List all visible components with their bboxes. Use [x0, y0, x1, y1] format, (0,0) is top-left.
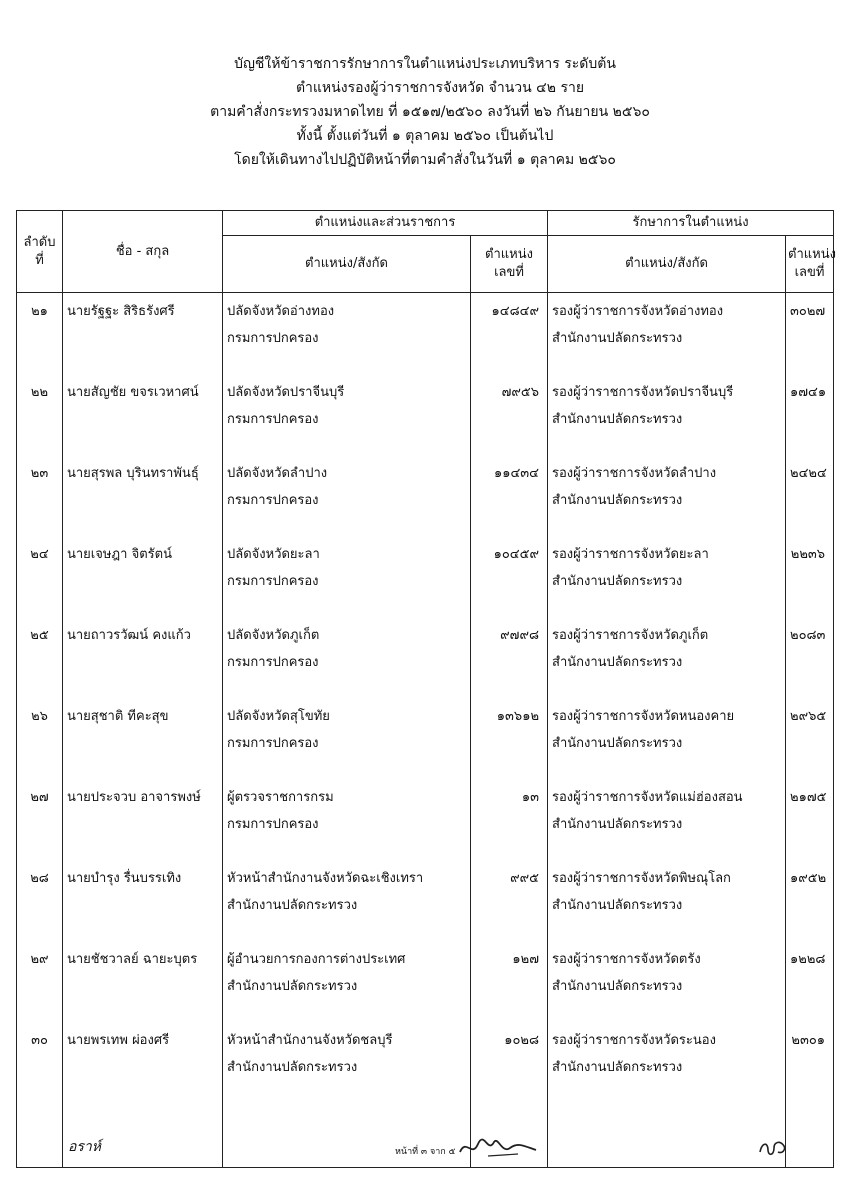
- row-name: นายสุชาติ ทีคะสุข: [63, 698, 223, 779]
- col-group-current: ตำแหน่งและส่วนราชการ: [223, 211, 548, 236]
- row-current-number: ๑๑๔๓๔: [471, 455, 548, 536]
- row-name: นายพรเทพ ผ่องศรี: [63, 1022, 223, 1168]
- row-no: ๒๑: [17, 293, 63, 374]
- row-acting-number: ๒๐๘๓: [786, 617, 834, 698]
- row-current-number: ๑๒๗: [471, 941, 548, 1022]
- row-current-position: [223, 293, 471, 374]
- col-header-acting-position: ตำแหน่ง/สังกัด: [548, 236, 786, 293]
- row-name: นายถาวรวัฒน์ คงแก้ว: [63, 617, 223, 698]
- current-position-title: ปลัดจังหวัดอ่างทอง: [227, 304, 335, 319]
- row-name: นายชัชวาลย์ ฉายะบุตร: [63, 941, 223, 1022]
- row-acting-position: [548, 293, 786, 374]
- row-no: ๒๘: [17, 860, 63, 941]
- row-current-number: ๙๙๕: [471, 860, 548, 941]
- col-group-acting: รักษาการในตำแหน่ง: [548, 211, 834, 236]
- current-position-title: หัวหน้าสำนักงานจังหวัดฉะเชิงเทรา: [227, 870, 424, 886]
- row-name: นายรัฐฐะ สิริธรังศรี: [63, 293, 223, 374]
- current-position-title: ปลัดจังหวัดยะลา: [227, 546, 320, 562]
- row-acting-number: ๒๒๓๖: [786, 536, 834, 617]
- acting-position-org: สำนักงานปลัดกระทรวง: [552, 897, 683, 913]
- row-current-position: [223, 698, 471, 779]
- table-row: [17, 698, 834, 779]
- row-name: นายสัญชัย ขจรเวหาศน์: [63, 374, 223, 455]
- col-header-current-position: ตำแหน่ง/สังกัด: [223, 236, 471, 293]
- current-position-org: สำนักงานปลัดกระทรวง: [227, 978, 358, 994]
- table-row: [17, 860, 834, 941]
- current-position-title: หัวหน้าสำนักงานจังหวัดชลบุรี: [227, 1032, 393, 1048]
- row-current-number: ๗๙๕๖: [471, 374, 548, 455]
- col-header-no: ลำดับ ที่: [17, 211, 63, 293]
- row-acting-position: [548, 455, 786, 536]
- row-name: นายสุรพล บุรินทราพันธุ์: [63, 455, 223, 536]
- current-position-title: ปลัดจังหวัดปราจีนบุรี: [227, 384, 345, 400]
- row-current-position: [223, 860, 471, 941]
- acting-position-title: รองผู้ว่าราชการจังหวัดแม่ฮ่องสอน: [552, 789, 743, 805]
- current-position-org: กรมการปกครอง: [227, 492, 319, 508]
- row-name: นายเจษฎา จิตรัตน์: [63, 536, 223, 617]
- roster-body: [17, 293, 834, 1168]
- roster-table: [16, 210, 834, 1168]
- row-no: ๒๓: [17, 455, 63, 536]
- current-position-org: สำนักงานปลัดกระทรวง: [227, 897, 358, 913]
- row-acting-number: ๒๔๒๔: [786, 455, 834, 536]
- acting-position-org: สำนักงานปลัดกระทรวง: [552, 1059, 683, 1075]
- acting-position-org: สำนักงานปลัดกระทรวง: [552, 331, 683, 346]
- table-row: [17, 941, 834, 1022]
- col-header-acting-number: ตำแหน่ง เลขที่: [786, 236, 834, 293]
- acting-position-title: รองผู้ว่าราชการจังหวัดหนองคาย: [552, 708, 735, 724]
- row-acting-position: [548, 860, 786, 941]
- current-position-title: ปลัดจังหวัดลำปาง: [227, 465, 328, 481]
- current-position-org: กรมการปกครอง: [227, 735, 319, 751]
- acting-position-org: สำนักงานปลัดกระทรวง: [552, 573, 683, 589]
- row-no: ๒๒: [17, 374, 63, 455]
- page-number: หน้าที่ ๓ จาก ๕: [395, 1147, 456, 1157]
- row-acting-position: [548, 374, 786, 455]
- acting-position-title: รองผู้ว่าราชการจังหวัดพิษณุโลก: [552, 870, 731, 886]
- header-line-position: ตำแหน่งรองผู้ว่าราชการจังหวัด จำนวน ๔๒ ราย: [295, 80, 585, 96]
- acting-position-org: สำนักงานปลัดกระทรวง: [552, 978, 683, 994]
- acting-position-title: รองผู้ว่าราชการจังหวัดปราจีนบุรี: [552, 384, 734, 400]
- row-current-number: ๑๔๘๔๙: [471, 293, 548, 374]
- row-name: นายประจวบ อาจารพงษ์: [63, 779, 223, 860]
- row-acting-number: ๑๗๔๑: [786, 374, 834, 455]
- acting-position-org: สำนักงานปลัดกระทรวง: [552, 411, 683, 427]
- row-name: นายบำรุง รื่นบรรเทิง: [63, 860, 223, 941]
- row-current-position: [223, 617, 471, 698]
- current-position-title: ผู้อำนวยการกองการต่างประเทศ: [227, 951, 406, 967]
- table-row: [17, 455, 834, 536]
- row-acting-position: [548, 536, 786, 617]
- col-header-name: ชื่อ - สกุล: [63, 211, 223, 293]
- acting-position-title: รองผู้ว่าราชการจังหวัดลำปาง: [552, 465, 717, 481]
- row-acting-number: ๑๒๒๘: [786, 941, 834, 1022]
- current-position-title: ปลัดจังหวัดภูเก็ต: [227, 627, 320, 643]
- initials-mark-right: [758, 1136, 788, 1160]
- row-no: ๒๔: [17, 536, 63, 617]
- table-row: [17, 617, 834, 698]
- row-current-number: ๑๐๒๘: [471, 1022, 548, 1168]
- page-footer: [0, 1130, 850, 1170]
- current-position-org: สำนักงานปลัดกระทรวง: [227, 1059, 358, 1075]
- row-acting-number: ๒๓๐๑: [786, 1022, 834, 1168]
- initials-left: อราห์: [68, 1139, 102, 1155]
- row-no: ๒๗: [17, 779, 63, 860]
- acting-position-title: รองผู้ว่าราชการจังหวัดยะลา: [552, 546, 709, 562]
- acting-position-org: สำนักงานปลัดกระทรวง: [552, 735, 683, 751]
- signature-mark: [458, 1134, 538, 1160]
- row-acting-position: [548, 941, 786, 1022]
- document-header: [0, 52, 850, 172]
- row-acting-number: ๓๐๒๗: [786, 293, 834, 374]
- current-position-title: ผู้ตรวจราชการกรม: [227, 789, 334, 805]
- acting-position-title: รองผู้ว่าราชการจังหวัดภูเก็ต: [552, 627, 709, 643]
- header-line-report: โดยให้เดินทางไปปฏิบัติหน้าที่ตามคำสั่งในวันที่ ๑ ตุลาคม ๒๕๖๐: [234, 152, 616, 168]
- current-position-org: กรมการปกครอง: [227, 411, 319, 427]
- current-position-org: กรมการปกครอง: [227, 816, 319, 832]
- acting-position-title: รองผู้ว่าราชการจังหวัดระนอง: [552, 1032, 716, 1048]
- row-acting-number: ๒๙๖๕: [786, 698, 834, 779]
- col-header-current-number: ตำแหน่ง เลขที่: [471, 236, 548, 293]
- table-row: [17, 293, 834, 374]
- row-current-position: [223, 536, 471, 617]
- header-line-effective: ทั้งนี้ ตั้งแต่วันที่ ๑ ตุลาคม ๒๕๖๐ เป็นต้นไป: [296, 128, 554, 144]
- current-position-org: กรมการปกครอง: [227, 331, 319, 346]
- acting-position-org: สำนักงานปลัดกระทรวง: [552, 492, 683, 508]
- acting-position-title: รองผู้ว่าราชการจังหวัดตรัง: [552, 951, 701, 967]
- table-row: [17, 374, 834, 455]
- header-line-order: ตามคำสั่งกระทรวงมหาดไทย ที่ ๑๕๑๗/๒๕๖๐ ลงวันที่ ๒๖ กันยายน ๒๕๖๐: [210, 104, 650, 120]
- table-row: [17, 536, 834, 617]
- row-acting-number: ๑๙๕๒: [786, 860, 834, 941]
- row-current-number: ๑๐๔๕๙: [471, 536, 548, 617]
- row-acting-position: [548, 617, 786, 698]
- row-current-position: [223, 941, 471, 1022]
- acting-position-title: รองผู้ว่าราชการจังหวัดอ่างทอง: [552, 304, 724, 319]
- header-line-title: บัญชีให้ข้าราชการรักษาการในตำแหน่งประเภทบริหาร ระดับต้น: [234, 56, 616, 72]
- row-current-position: [223, 455, 471, 536]
- row-no: ๓๐: [17, 1022, 63, 1168]
- row-no: ๒๖: [17, 698, 63, 779]
- current-position-title: ปลัดจังหวัดสุโขทัย: [227, 708, 330, 724]
- acting-position-org: สำนักงานปลัดกระทรวง: [552, 654, 683, 670]
- current-position-org: กรมการปกครอง: [227, 654, 319, 670]
- row-acting-number: ๒๑๗๕: [786, 779, 834, 860]
- table-row: [17, 779, 834, 860]
- current-position-org: กรมการปกครอง: [227, 573, 319, 589]
- row-current-number: ๑๓๖๑๒: [471, 698, 548, 779]
- acting-position-org: สำนักงานปลัดกระทรวง: [552, 816, 683, 832]
- row-current-position: [223, 374, 471, 455]
- row-current-position: [223, 779, 471, 860]
- row-no: ๒๙: [17, 941, 63, 1022]
- row-acting-position: [548, 698, 786, 779]
- row-current-number: ๙๗๙๘: [471, 617, 548, 698]
- row-current-number: ๑๓: [471, 779, 548, 860]
- row-no: ๒๕: [17, 617, 63, 698]
- row-acting-position: [548, 779, 786, 860]
